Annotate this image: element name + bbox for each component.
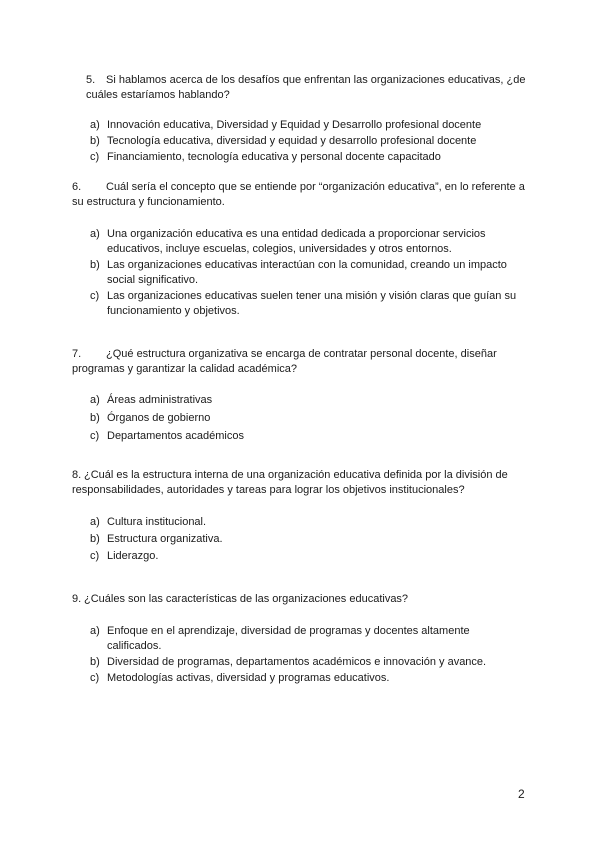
question-7-option-c [72, 429, 532, 444]
option-letter: b) [90, 412, 100, 424]
question-7 [72, 347, 532, 445]
question-7-options [72, 393, 532, 444]
option-text: Estructura organizativa. [107, 533, 223, 545]
question-6-number: 6. [72, 181, 82, 193]
question-9-stem: ¿Cuáles son las características de las organizaciones educativas? [84, 593, 409, 605]
question-9-option-c [72, 671, 532, 686]
option-letter: c) [90, 430, 100, 442]
question-9-text [72, 592, 532, 607]
page-number: 2 [518, 787, 525, 801]
question-5-stem: Si hablamos acerca de los desafíos que enfrentan las organizaciones educativas, ¿de cuáles estaríamos hablando? [86, 74, 526, 101]
question-6-text [72, 180, 532, 210]
option-letter: c) [90, 290, 100, 302]
option-text: Las organizaciones educativas suelen tener una misión y visión claras que guían su funcionamiento y objetivos. [107, 290, 517, 317]
option-letter: b) [90, 259, 100, 271]
question-8-option-c [72, 549, 532, 564]
question-5 [72, 73, 532, 166]
option-text: Enfoque en el aprendizaje, diversidad de programas y docentes altamente calificados. [107, 625, 470, 652]
option-letter: c) [90, 151, 100, 163]
option-letter: b) [90, 533, 100, 545]
option-letter: a) [90, 625, 100, 637]
option-letter: c) [90, 550, 100, 562]
option-text: Cultura institucional. [107, 516, 207, 528]
question-8-options [72, 515, 532, 564]
option-text: Una organización educativa es una entidad dedicada a proporcionar servicios educativos, incluye escuelas, colegios, universidades y otros entornos. [107, 228, 486, 255]
option-text: Metodologías activas, diversidad y programas educativos. [107, 672, 390, 684]
option-letter: a) [90, 394, 100, 406]
question-6-options [72, 227, 532, 319]
question-8 [72, 468, 532, 565]
option-text: Liderazgo. [107, 550, 159, 562]
question-7-stem: ¿Qué estructura organizativa se encarga de contratar personal docente, diseñar programas y garantizar la calidad académica? [72, 348, 497, 375]
question-9 [72, 592, 532, 687]
question-9-option-b [72, 655, 532, 670]
question-8-option-b [72, 532, 532, 547]
question-7-text [72, 347, 532, 377]
option-text: Órganos de gobierno [107, 412, 211, 424]
question-7-number: 7. [72, 348, 82, 360]
option-letter: b) [90, 656, 100, 668]
question-9-number: 9. [72, 593, 82, 605]
question-6-stem: Cuál sería el concepto que se entiende por “organización educativa”, en lo referente a su estructura y funcionamiento. [72, 181, 525, 208]
option-text: Áreas administrativas [107, 394, 213, 406]
question-8-number: 8. [72, 469, 82, 481]
option-letter: a) [90, 228, 100, 240]
option-letter: a) [90, 119, 100, 131]
question-6-option-c [72, 289, 532, 319]
question-7-option-b [72, 411, 532, 426]
question-5-option-c [72, 150, 532, 165]
question-5-options [72, 118, 532, 165]
option-letter: a) [90, 516, 100, 528]
question-5-text [72, 73, 532, 103]
question-7-option-a [72, 393, 532, 408]
question-8-option-a [72, 515, 532, 530]
question-5-number: 5. [86, 74, 96, 86]
option-text: Departamentos académicos [107, 430, 244, 442]
option-letter: b) [90, 135, 100, 147]
question-8-stem: ¿Cuál es la estructura interna de una organización educativa definida por la división de responsabilidades, autoridades y tareas para lograr los objetivos institucionales? [72, 469, 508, 496]
option-text: Tecnología educativa, diversidad y equidad y desarrollo profesional docente [107, 135, 477, 147]
option-letter: c) [90, 672, 100, 684]
question-6-option-a [72, 227, 532, 257]
option-text: Financiamiento, tecnología educativa y personal docente capacitado [107, 151, 441, 163]
question-6 [72, 180, 532, 320]
question-5-option-b [72, 134, 532, 149]
option-text: Diversidad de programas, departamentos académicos e innovación y avance. [107, 656, 487, 668]
option-text: Las organizaciones educativas interactúan con la comunidad, creando un impacto social significativo. [107, 259, 507, 286]
option-text: Innovación educativa, Diversidad y Equidad y Desarrollo profesional docente [107, 119, 482, 131]
question-9-options [72, 624, 532, 686]
question-6-option-b [72, 258, 532, 288]
question-8-text [72, 468, 532, 498]
question-9-option-a [72, 624, 532, 654]
question-5-option-a [72, 118, 532, 133]
